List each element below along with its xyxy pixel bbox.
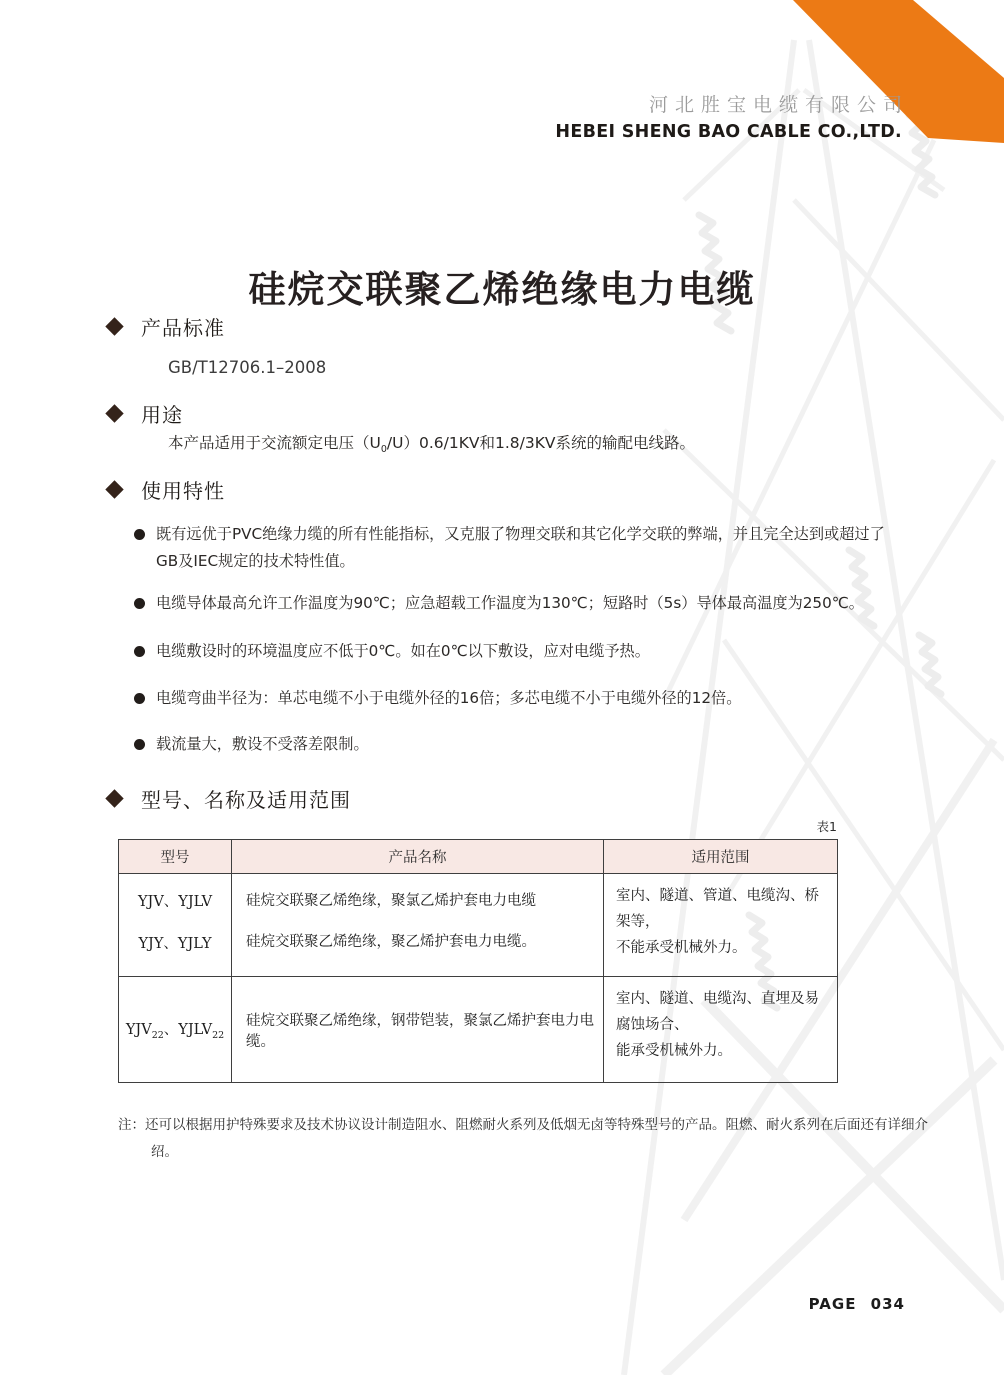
- section-heading-features: [108, 475, 225, 504]
- scope-text: 能承受机械外力。: [616, 1043, 732, 1059]
- feature-bullet: [134, 685, 1004, 712]
- product-name-cell: [232, 874, 604, 977]
- feature-bullet: [134, 638, 1004, 665]
- section-heading-models: [108, 784, 351, 813]
- page-number: PAGE 034: [808, 1295, 905, 1313]
- model-code: $YJV_{22}$、$YJLV_{22}$: [125, 1022, 225, 1041]
- diamond-bullet-icon: [105, 404, 123, 422]
- diamond-bullet-icon: [105, 789, 123, 807]
- section-heading-product-standard: [108, 312, 225, 341]
- table-row: [119, 874, 838, 977]
- diamond-bullet-icon: [105, 480, 123, 498]
- scope-text: 不能承受机械外力。: [616, 940, 747, 956]
- product-name: 硅烷交联聚乙烯绝缘，聚氯乙烯护套电力电缆: [246, 893, 536, 909]
- section-heading-usage: [108, 399, 183, 428]
- diamond-bullet-icon: [105, 317, 123, 335]
- section-heading-label: 产品标准: [141, 316, 225, 340]
- page-title: 硅烷交联聚乙烯绝缘电力电缆: [248, 267, 756, 311]
- feature-bullet-text: 电缆弯曲半径为：单芯电缆不小于电缆外径的16倍；多芯电缆不小于电缆外径的12倍。: [156, 689, 742, 707]
- feature-bullet-text: 电缆敷设时的环境温度应不低于0℃。如在0℃以下敷设，应对电缆予热。: [156, 642, 650, 660]
- product-standard-value: GB/T12706.1–2008: [168, 358, 327, 377]
- product-name-cell: [232, 977, 604, 1083]
- feature-bullet: [134, 590, 1004, 617]
- usage-text-after: /U）0.6/1KV和1.8/3KV系统的输配电线路。: [386, 434, 695, 452]
- feature-bullet-text: 电缆导体最高允许工作温度为90℃；应急超载工作温度为130℃；短路时（5s）导体最高温度为250℃。: [156, 594, 864, 612]
- feature-bullet: [134, 521, 896, 575]
- scope-text: 室内、隧道、管道、电缆沟、桥架等，: [616, 888, 819, 930]
- product-name: 硅烷交联聚乙烯绝缘，钢带铠装，聚氯乙烯护套电力电缆。: [246, 1012, 594, 1050]
- footnote-label: 注：: [118, 1116, 145, 1133]
- section-heading-label: 使用特性: [141, 479, 225, 503]
- company-name-chinese: 河北胜宝电缆有限公司: [648, 94, 909, 116]
- table-number-label: 表1: [816, 819, 837, 834]
- company-name-english: HEBEI SHENG BAO CABLE CO.,LTD.: [555, 122, 902, 142]
- scope-cell: [604, 874, 838, 977]
- dot-bullet-icon: [134, 529, 145, 540]
- models-table: [118, 839, 838, 1083]
- usage-text-subscript: 0: [380, 444, 387, 456]
- model-code: YJV、YJLV: [137, 894, 213, 910]
- dot-bullet-icon: [134, 739, 145, 750]
- model-cell: [119, 977, 232, 1083]
- scope-cell: [604, 977, 838, 1083]
- scope-text: 室内、隧道、电缆沟、直埋及易腐蚀场合、: [616, 991, 819, 1033]
- column-header-product-name: 产品名称: [232, 840, 604, 874]
- table-row: [119, 977, 838, 1083]
- column-header-scope: 适用范围: [604, 840, 838, 874]
- dot-bullet-icon: [134, 646, 145, 657]
- dot-bullet-icon: [134, 693, 145, 704]
- footnote: [118, 1112, 951, 1166]
- footnote-text: 还可以根据用护特殊要求及技术协议设计制造阻水、阻燃耐火系列及低烟无卤等特殊型号的产品。阻燃、耐火系列在后面还有详细介绍。: [145, 1116, 928, 1160]
- feature-bullet-text: 载流量大，敷设不受落差限制。: [156, 735, 369, 753]
- section-heading-label: 用途: [141, 403, 183, 427]
- usage-text-before: 本产品适用于交流额定电压（U: [168, 434, 381, 452]
- model-code: YJY、YJLY: [138, 936, 212, 952]
- table-header-row: [119, 840, 838, 874]
- product-name: 硅烷交联聚乙烯绝缘，聚乙烯护套电力电缆。: [246, 934, 536, 950]
- section-heading-label: 型号、名称及适用范围: [141, 788, 351, 812]
- feature-bullet: [134, 731, 1004, 758]
- company-header: [555, 90, 909, 142]
- feature-bullet-text: 既有远优于PVC绝缘力缆的所有性能指标，又克服了物理交联和其它化学交联的弊端，并且完全达到或超过了GB及IEC规定的技术特性值。: [156, 525, 885, 570]
- model-cell: [119, 874, 232, 977]
- usage-body-text: [168, 431, 695, 455]
- dot-bullet-icon: [134, 598, 145, 609]
- column-header-model: 型号: [119, 840, 232, 874]
